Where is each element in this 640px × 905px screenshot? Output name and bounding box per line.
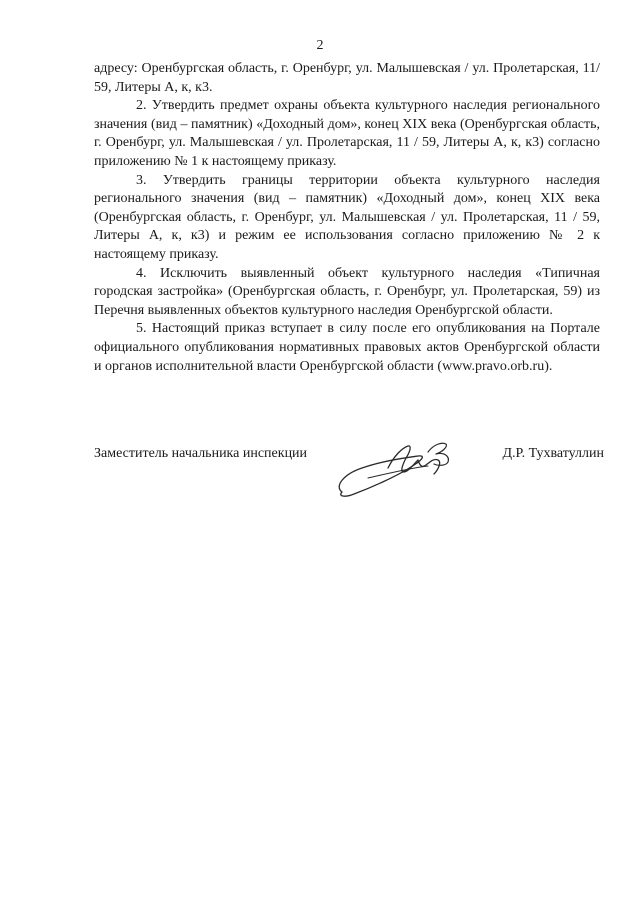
paragraph-item-5: 5. Настоящий приказ вступает в силу после его опубликования на Портале официального опубликования нормативных правовых актов Оренбургской области и органов исполнительной власти Оренбургской области (www.pravo.orb.ru). xyxy=(94,321,600,374)
signatory-position: Заместитель начальника инспекции xyxy=(94,446,308,461)
signature-block xyxy=(94,446,604,526)
paragraph-item-4: 4. Исключить выявленный объект культурного наследия «Типичная городская застройка» (Оренбургская область, г. Оренбург, ул. Пролетарская, 59) из Перечня выявленных объектов культурного наследия Оренбургской области. xyxy=(94,265,600,318)
signatory-name: Д.Р. Тухватуллин xyxy=(502,446,604,461)
document-body xyxy=(94,60,600,376)
page-number: 2 xyxy=(316,38,324,53)
paragraph-item-2: 2. Утвердить предмет охраны объекта культурного наследия регионального значения (вид – памятник) «Доходный дом», конец XIX века (Оренбургская область, г. Оренбург, ул. Малышевская / ул. Пролетарская, 11 / 59, Литеры А, к, к3) согласно приложению № 1 к настоящему приказу. xyxy=(94,98,600,169)
paragraph-item-3: 3. Утвердить границы территории объекта культурного наследия регионального значения (вид – памятник) «Доходный дом», конец XIX века (Оренбургская область, г. Оренбург, ул. Малышевская / ул. Пролетарская, 11 / 59, Литеры А, к, к3) и режим ее использования согласно приложению № 2 к настоящему приказу. xyxy=(94,172,600,262)
paragraph-continuation: адресу: Оренбургская область, г. Оренбург, ул. Малышевская / ул. Пролетарская, 11/ 59, Литеры А, к, к3. xyxy=(94,61,600,95)
handwritten-signature xyxy=(330,438,460,508)
